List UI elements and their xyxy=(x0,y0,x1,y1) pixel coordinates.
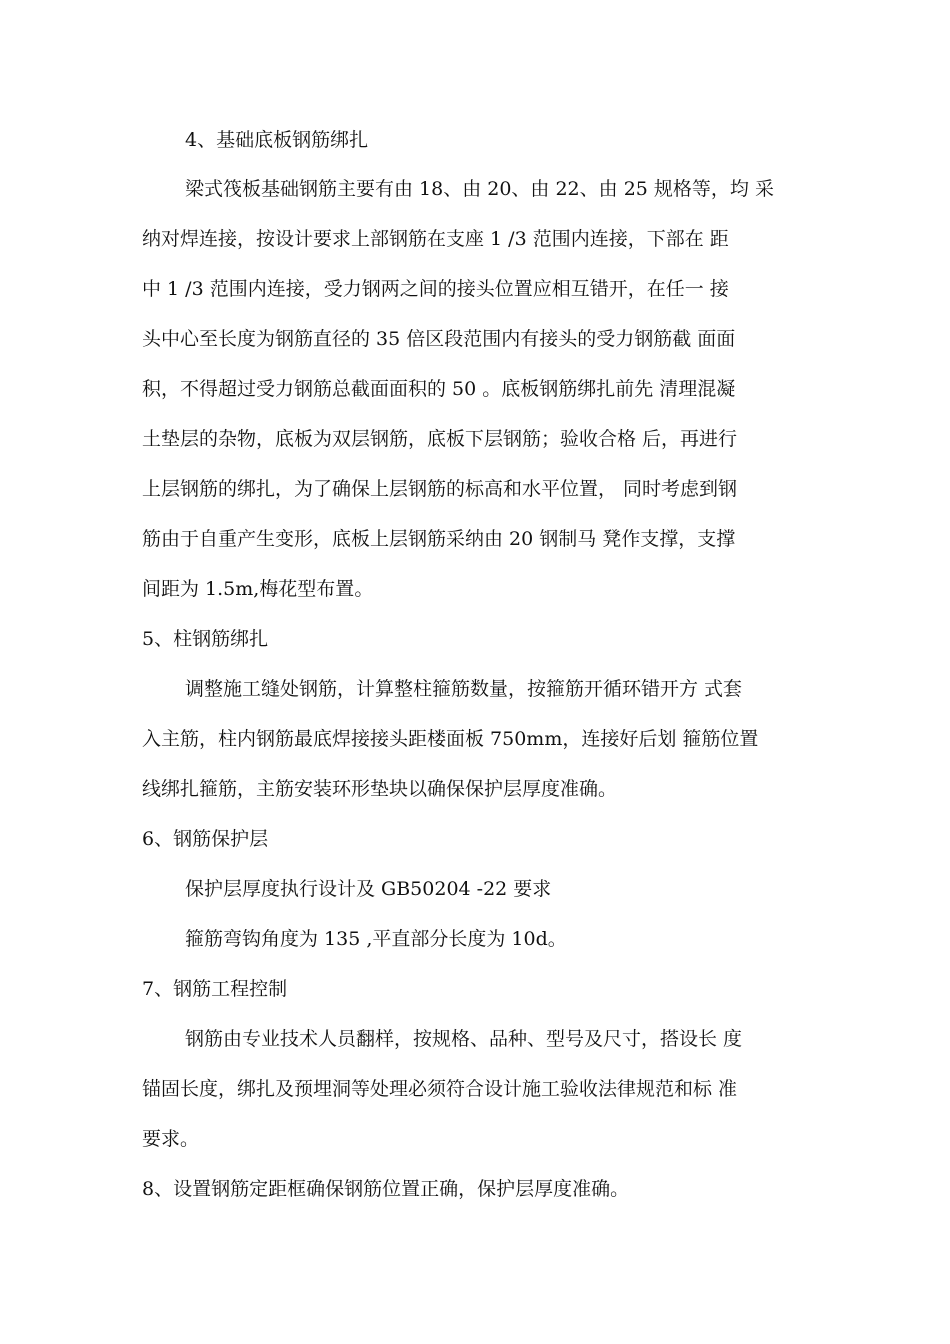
section-heading-5: 5、柱钢筋绑扎 xyxy=(142,628,269,650)
paragraph-line: 调整施工缝处钢筋，计算整柱箍筋数量，按箍筋开循环错开方 式套 xyxy=(185,678,743,700)
paragraph-line: 筋由于自重产生变形，底板上层钢筋采纳由 20 钢制马 凳作支撑，支撑 xyxy=(142,528,736,550)
paragraph-line: 上层钢筋的绑扎，为了确保上层钢筋的标高和水平位置， 同时考虑到钢 xyxy=(142,478,738,500)
paragraph-line: 中 1 /3 范围内连接，受力钢两之间的接头位置应相互错开，在任一 接 xyxy=(142,278,729,300)
paragraph-line: 箍筋弯钩角度为 135 ,平直部分长度为 10d。 xyxy=(185,928,567,950)
section-heading-8: 8、设置钢筋定距框确保钢筋位置正确，保护层厚度准确。 xyxy=(142,1178,630,1200)
paragraph-line: 梁式筏板基础钢筋主要有由 18、由 20、由 22、由 25 规格等，均 采 xyxy=(185,178,774,200)
section-heading-7: 7、钢筋工程控制 xyxy=(142,978,288,1000)
paragraph-line: 入主筋，柱内钢筋最底焊接接头距楼面板 750mm，连接好后划 箍筋位置 xyxy=(142,728,759,750)
paragraph-line: 锚固长度，绑扎及预埋洞等处理必须符合设计施工验收法律规范和标 准 xyxy=(142,1078,738,1100)
paragraph-line: 间距为 1.5m,梅花型布置。 xyxy=(142,578,374,600)
paragraph-line: 要求。 xyxy=(142,1128,200,1150)
paragraph-line: 积，不得超过受力钢筋总截面面积的 50 。底板钢筋绑扎前先 清理混凝 xyxy=(142,378,736,400)
paragraph-line: 土垫层的杂物，底板为双层钢筋，底板下层钢筋；验收合格 后，再进行 xyxy=(142,428,738,450)
section-heading-6: 6、钢筋保护层 xyxy=(142,828,269,850)
paragraph-line: 头中心至长度为钢筋直径的 35 倍区段范围内有接头的受力钢筋截 面面 xyxy=(142,328,736,350)
section-heading-4: 4、基础底板钢筋绑扎 xyxy=(185,129,369,151)
paragraph-line: 钢筋由专业技术人员翻样，按规格、品种、型号及尺寸，搭设长 度 xyxy=(185,1028,743,1050)
paragraph-line: 线绑扎箍筋，主筋安装环形垫块以确保保护层厚度准确。 xyxy=(142,778,618,800)
paragraph-line: 保护层厚度执行设计及 GB50204 -22 要求 xyxy=(185,878,552,900)
paragraph-line: 纳对焊连接，按设计要求上部钢筋在支座 1 /3 范围内连接，下部在 距 xyxy=(142,228,729,250)
